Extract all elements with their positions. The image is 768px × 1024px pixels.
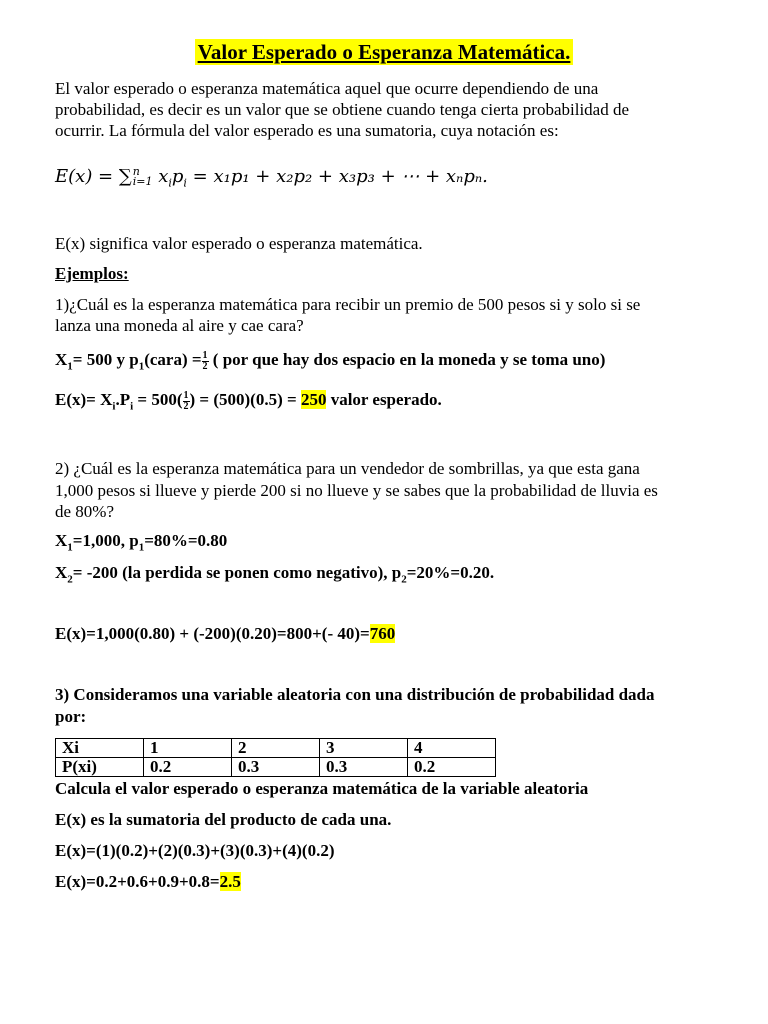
- sum-limits: [133, 167, 153, 187]
- example3-heading-line-1: 3) Consideramos una variable aleatoria con una distribución de probabilidad dada: [55, 685, 655, 704]
- example2-x2-line: $X_2= -200$ (la perdida se ponen como negativo), $p_2=20\%=0.20$.: [55, 563, 495, 586]
- examples-heading: Ejemplos:: [55, 264, 129, 283]
- sum-upper: n: [132, 165, 140, 178]
- example2-question-line-3: de 80%?: [55, 502, 115, 521]
- example3-sum-desc: E(x) es la sumatoria del producto de cada una.: [55, 810, 392, 829]
- example1-question-line-1: 1)¿Cuál es la esperanza matemática para recibir un premio de 500 pesos si y solo si se: [55, 295, 641, 314]
- example2-question-line-2: 1,000 pesos si llueve y pierde 200 si no llueve y se sabes que la probabilidad de lluvia es: [55, 481, 658, 500]
- table-cell: 3: [320, 739, 408, 758]
- example3-expression: E(x)=(1)(0.2)+(2)(0.3)+(3)(0.3)+(4)(0.2): [55, 841, 335, 860]
- table-cell: 1: [144, 739, 232, 758]
- table-cell: 0.3: [232, 758, 320, 777]
- intro-line-1: El valor esperado o esperanza matemática aquel que ocurre dependiendo de una: [55, 79, 599, 98]
- formula-lhs: E(x) = ∑: [55, 166, 132, 187]
- table-cell: 0.2: [144, 758, 232, 777]
- example2-question-line-1: 2) ¿Cuál es la esperanza matemática para un vendedor de sombrillas, ya que esta gana: [55, 459, 640, 478]
- example1-expected-line: $E(x)= X_i.P_i = 500$( $\frac{1}{2}$ ) = (500)(0.5) = 250 valor esperado.: [55, 389, 442, 413]
- example1-x1-line: $X_1= 500$ y $p_1(cara)$ = $\frac{1}{2}$ ( por que hay dos espacio en la moneda y se toma uno): [55, 349, 606, 373]
- example3-result-highlight: 2.5: [219, 872, 241, 891]
- table-row-label: Xi: [56, 739, 144, 758]
- table-row-pxi: [56, 758, 496, 777]
- table-cell: 2: [232, 739, 320, 758]
- example1-result-highlight: 250: [300, 390, 327, 409]
- example2-x1-line: $X_1=1,000$, $p_1=80\%=0.80$: [55, 531, 228, 554]
- example2-expected-line: E(x)=1,000(0.80) + (-200)(0.20)=800+(- 40)=760: [55, 624, 396, 643]
- probability-distribution-table: [55, 738, 496, 777]
- ex-meaning: E(x) significa valor esperado o esperanza matemática.: [55, 234, 423, 253]
- example1-question-line-2: lanza una moneda al aire y cae cara?: [55, 316, 304, 335]
- table-row-label: P(xi): [56, 758, 144, 777]
- example3-heading-line-2: por:: [55, 707, 87, 726]
- page-title: Valor Esperado o Esperanza Matemática.: [0, 40, 768, 65]
- one-half-fraction: $\frac{1}{2}$: [202, 349, 208, 372]
- table-cell: 0.3: [320, 758, 408, 777]
- example3-expected-line: E(x)=0.2+0.6+0.9+0.8=2.5: [55, 872, 241, 891]
- one-half-fraction-2: $\frac{1}{2}$: [183, 389, 189, 412]
- table-cell: 4: [408, 739, 496, 758]
- example3-calc: Calcula el valor esperado o esperanza matemática de la variable aleatoria: [55, 779, 589, 798]
- intro-line-2: probabilidad, es decir es un valor que se obtiene cuando tenga cierta probabilidad de: [55, 100, 630, 119]
- expected-value-formula: E(x) = ∑ n i=1 $x_ip_i = x_1p_1 + x_2p_2 + x_3p_3$ + ⋯ + xₙpₙ.: [55, 165, 488, 190]
- example2-result-highlight: 760: [369, 624, 396, 643]
- sum-lower: i=1: [132, 175, 153, 188]
- intro-line-3: ocurrir. La fórmula del valor esperado es una sumatoria, cuya notación es:: [55, 121, 559, 140]
- table-row-xi: [56, 739, 496, 758]
- table-cell: 0.2: [408, 758, 496, 777]
- formula-rhs: = x₁p₁ + x₂p₂ + x₃p₃ + ⋯ + xₙpₙ.: [192, 166, 488, 187]
